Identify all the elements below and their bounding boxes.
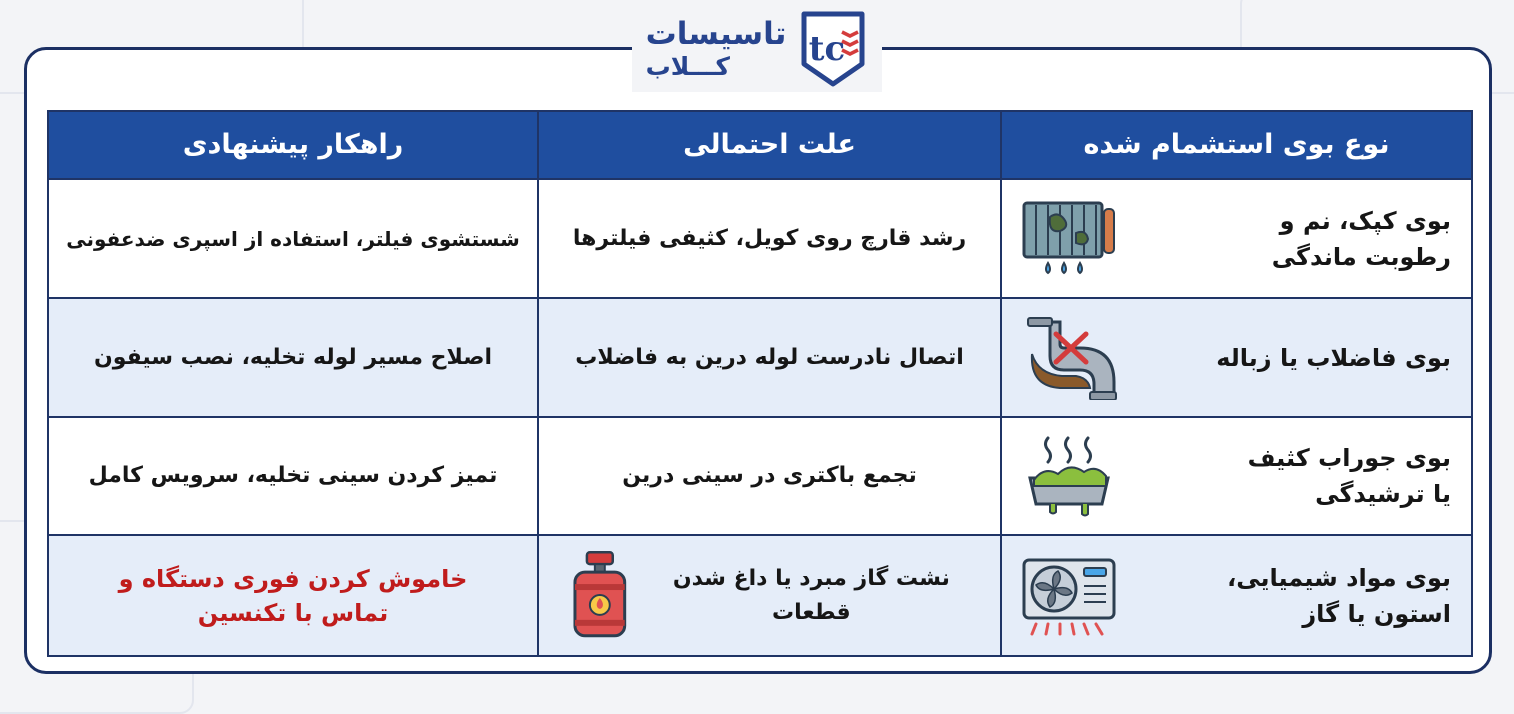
cause-cell: رشد قارچ روی کویل، کثیفی فیلترها (539, 180, 1002, 299)
solution-line2: تماس با تکنسین (197, 598, 389, 627)
smell-type-line1: بوی جوراب کثیف (1247, 444, 1451, 472)
brand-badge-icon (798, 10, 868, 88)
odor-table (47, 110, 1473, 657)
smell-type-label (1227, 560, 1451, 632)
solution-cell: اصلاح مسیر لوله تخلیه، نصب سیفون (47, 299, 539, 418)
brand-logo (632, 6, 882, 92)
cause-text: نشت گاز مبرد یا داغ شدن قطعات (672, 565, 950, 625)
cause-cell (539, 536, 1002, 657)
brand-monogram: tc (809, 29, 846, 69)
smell-type-line2: رطوبت ماندگی (1271, 242, 1451, 271)
brand-name (646, 16, 787, 82)
refrigerant-gas-cylinder-icon (569, 550, 631, 642)
smell-type-line2: استون یا گاز (1302, 599, 1451, 628)
solution-cell: شستشوی فیلتر، استفاده از اسپری ضدعفونی (47, 180, 539, 299)
smell-type-cell (1002, 180, 1473, 299)
brand-name-line1: تاسیسات (645, 16, 787, 52)
smell-type-line1: بوی کپک، نم و (1279, 206, 1451, 235)
smell-type-label (1272, 203, 1451, 275)
smell-type-line1: بوی فاضلاب یا زباله (1216, 343, 1451, 372)
header-cause: علت احتمالی (539, 110, 1002, 180)
smell-type-cell (1002, 299, 1473, 418)
cause-cell: اتصال نادرست لوله درین به فاضلاب (539, 299, 1002, 418)
solution-cell: تمیز کردن سینی تخلیه، سرویس کامل (47, 418, 539, 536)
moldy-coil-icon (1020, 197, 1118, 281)
smell-type-cell (1002, 418, 1473, 536)
blocked-drain-pipe-icon (1020, 316, 1118, 400)
brand-name-line2: کـــلاب (645, 52, 730, 81)
header-solution: راهکار پیشنهادی (47, 110, 539, 180)
ac-outdoor-unit-icon (1020, 554, 1118, 638)
smell-type-line2: یا ترشیدگی (1315, 480, 1451, 508)
dirty-drain-pan-icon (1020, 434, 1118, 518)
smell-type-cell (1002, 536, 1473, 657)
header-smell-type: نوع بوی استشمام شده (1002, 110, 1473, 180)
smell-type-line1: بوی مواد شیمیایی، (1227, 563, 1451, 592)
cause-cell: تجمع باکتری در سینی درین (539, 418, 1002, 536)
solution-cell-warning (47, 536, 539, 657)
solution-line1: خاموش کردن فوری دستگاه و (118, 564, 468, 593)
smell-type-label (1216, 340, 1451, 376)
smell-type-label (1248, 440, 1451, 512)
